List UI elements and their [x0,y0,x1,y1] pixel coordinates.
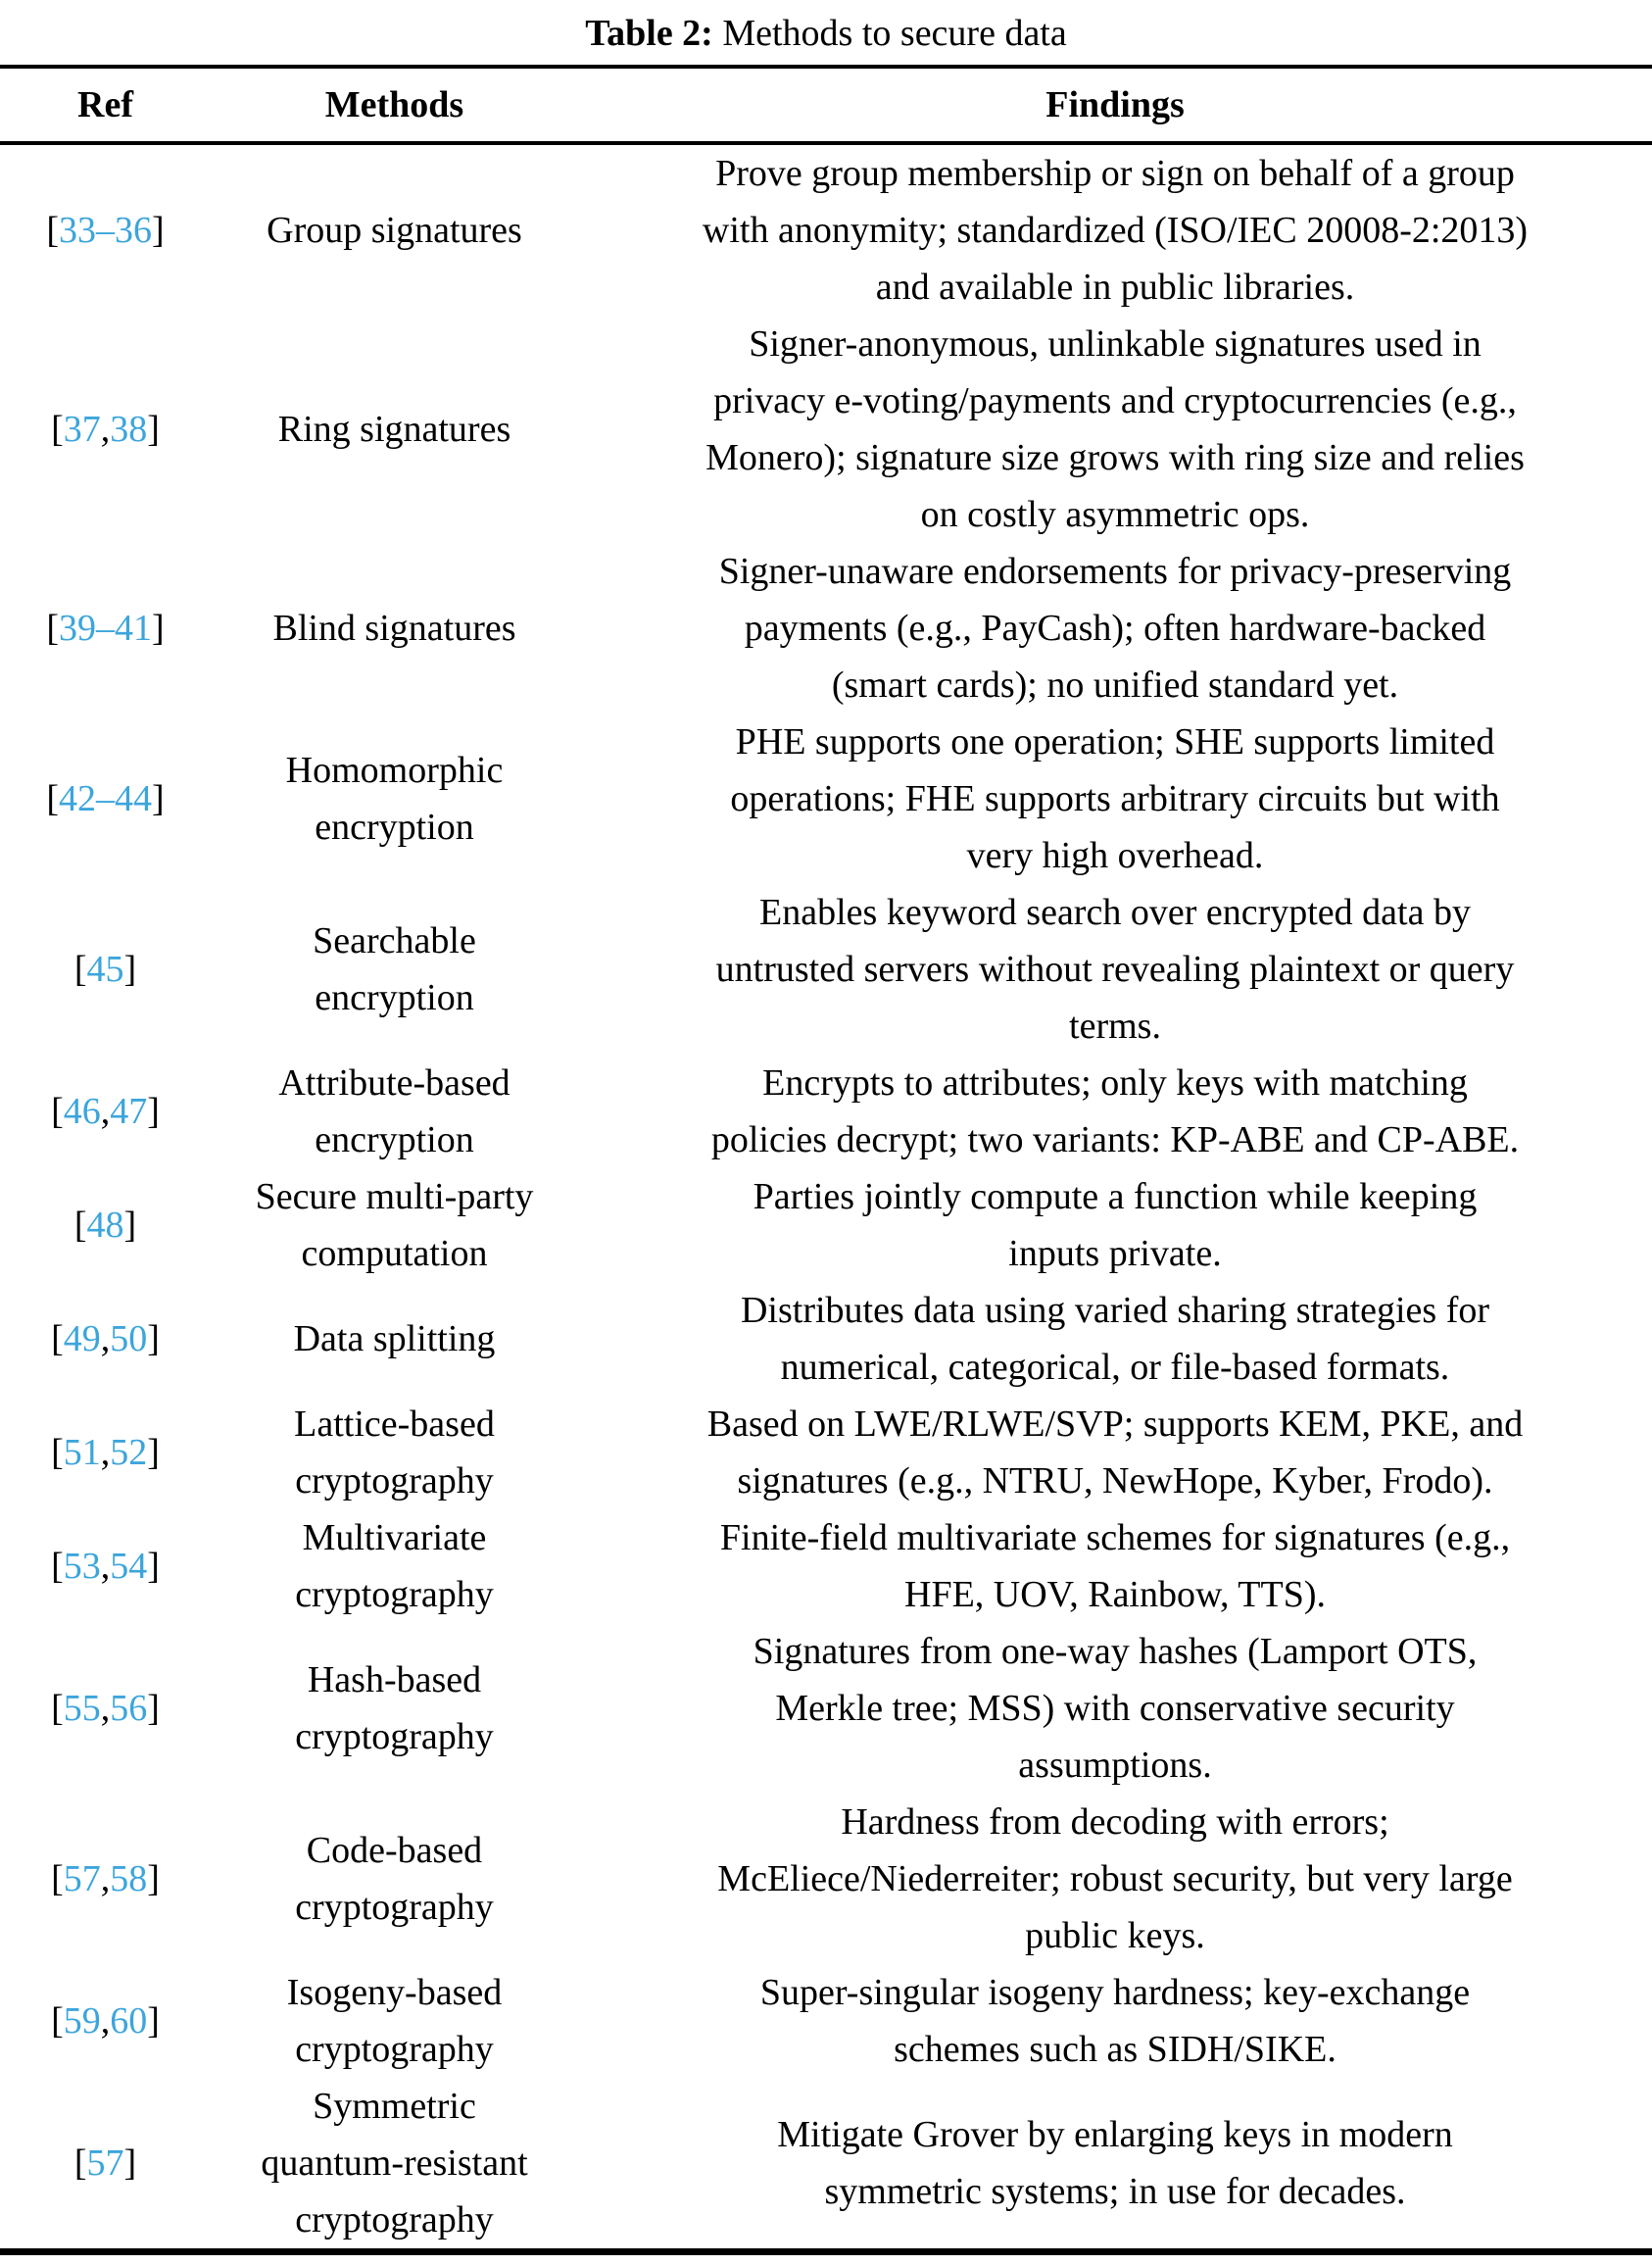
header-findings: Findings [1045,84,1185,125]
table-caption [0,6,1652,61]
finding-line: (smart cards); no unified standard yet. [831,665,1399,706]
citation-link[interactable] [46,210,164,251]
bracket-close: ] [152,210,165,251]
method-line: Searchable [313,920,476,961]
table-header-row [0,69,1652,145]
bracket-close: ] [147,1318,160,1359]
citation-link[interactable] [51,2000,160,2042]
finding-line: very high overhead. [966,835,1264,876]
finding-line: untrusted servers without revealing plaintext or query [715,949,1515,990]
findings-cell [578,1055,1652,1168]
methods-table [0,65,1652,2255]
method-cell [211,1396,578,1509]
findings-cell [578,316,1652,543]
method-cell [211,1509,578,1623]
bracket-open: [ [51,1091,64,1132]
bracket-open: [ [46,608,59,649]
citation-number: 56 [110,1688,148,1729]
findings-cell [578,1509,1652,1623]
findings-cell [578,145,1652,316]
method-cell [211,1055,578,1168]
citation-number: 33–36 [59,210,152,251]
citation-number: 48 [86,1205,124,1246]
finding-line: Prove group membership or sign on behalf of a group [715,153,1515,194]
bracket-open: [ [51,1432,64,1473]
method-line: Group signatures [267,210,522,251]
citation-number: 42–44 [59,778,152,819]
citation-number: 39–41 [59,608,152,649]
findings-cell [578,1794,1652,1964]
citation-separator: , [100,1318,111,1359]
method-line: Homomorphic [285,750,504,791]
finding-line: symmetric systems; in use for decades. [824,2171,1406,2212]
finding-line: McEliece/Niederreiter; robust security, but very large [717,1858,1513,1899]
method-cell [211,600,578,657]
bracket-open: [ [51,1858,64,1899]
method-line: cryptography [295,1716,494,1757]
method-line: Multivariate [302,1517,487,1558]
finding-line: payments (e.g., PayCash); often hardware-backed [744,608,1486,649]
finding-line: Signer-anonymous, unlinkable signatures used in [749,323,1482,365]
table-row [0,714,1652,884]
table-row [0,543,1652,714]
method-cell [211,2078,578,2248]
citation-number: 45 [86,949,124,990]
method-line: Blind signatures [272,608,516,649]
bracket-open: [ [51,1546,64,1587]
citation-link[interactable] [46,778,164,819]
finding-line: signatures (e.g., NTRU, NewHope, Kyber, Frodo). [737,1460,1493,1502]
finding-line: terms. [1069,1006,1161,1047]
citation-link[interactable] [51,1546,160,1587]
ref-cell [0,202,211,259]
findings-cell [578,543,1652,714]
table-row [0,316,1652,543]
table-row [0,1794,1652,1964]
citation-link[interactable] [51,1318,160,1359]
bracket-open: [ [51,409,64,450]
findings-cell [578,1168,1652,1282]
finding-line: with anonymity; standardized (ISO/IEC 20008-2:2013) [702,210,1529,251]
ref-cell [0,1083,211,1140]
bracket-close: ] [147,1432,160,1473]
method-line: cryptography [295,2199,494,2240]
finding-line: Parties jointly compute a function while keeping [753,1176,1478,1217]
finding-line: and available in public libraries. [875,267,1355,308]
method-line: Attribute-based [278,1062,510,1104]
citation-number: 46 [63,1091,101,1132]
method-line: cryptography [295,1460,494,1502]
finding-line: Super-singular isogeny hardness; key-exchange [759,1972,1471,2013]
citation-separator: , [100,1546,111,1587]
ref-cell [0,770,211,827]
method-cell [211,202,578,259]
finding-line: Signer-unaware endorsements for privacy-preserving [718,551,1512,592]
method-cell [211,912,578,1026]
finding-line: Finite-field multivariate schemes for signatures (e.g., [719,1517,1511,1558]
bracket-close: ] [147,1688,160,1729]
table-row [0,1509,1652,1623]
method-line: Ring signatures [277,409,511,450]
method-line: quantum-resistant [261,2142,528,2184]
bracket-open: [ [73,2142,87,2184]
ref-cell [0,1538,211,1595]
table-row [0,2078,1652,2248]
table-caption-label: Table 2: [585,13,713,54]
citation-number: 47 [110,1091,148,1132]
bracket-close: ] [147,2000,160,2042]
citation-separator: , [100,1091,111,1132]
method-line: Lattice-based [294,1403,495,1445]
citation-link[interactable] [51,1688,160,1729]
citation-number: 57 [86,2142,124,2184]
citation-link[interactable] [74,2142,136,2184]
table-row [0,145,1652,316]
method-cell [211,1310,578,1367]
finding-line: PHE supports one operation; SHE supports limited [735,721,1495,763]
citation-separator: , [100,409,111,450]
bracket-close: ] [147,409,160,450]
finding-line: Monero); signature size grows with ring size and relies [705,437,1525,478]
bracket-open: [ [51,1688,64,1729]
findings-cell [578,714,1652,884]
table-row [0,1282,1652,1396]
method-line: encryption [315,977,474,1018]
citation-separator: , [100,1432,111,1473]
citation-link[interactable] [74,1205,136,1246]
bracket-close: ] [152,778,165,819]
method-line: Data splitting [293,1318,496,1359]
bracket-open: [ [73,949,87,990]
finding-line: Signatures from one-way hashes (Lamport OTS, [753,1631,1478,1672]
ref-cell [0,1680,211,1737]
finding-line: privacy e-voting/payments and cryptocurrencies (e.g., [713,380,1517,421]
findings-cell [578,1623,1652,1794]
header-ref: Ref [77,84,133,125]
citation-number: 38 [110,409,148,450]
method-line: cryptography [295,2029,494,2070]
method-cell [211,1822,578,1936]
bracket-close: ] [123,949,137,990]
finding-line: operations; FHE supports arbitrary circuits but with [730,778,1500,819]
citation-separator: , [100,1688,111,1729]
ref-cell [0,1993,211,2049]
finding-line: Based on LWE/RLWE/SVP; supports KEM, PKE, and [706,1403,1524,1445]
ref-cell [0,1424,211,1481]
finding-line: Encrypts to attributes; only keys with matching [762,1062,1468,1104]
header-methods: Methods [324,84,464,125]
citation-number: 60 [110,2000,148,2042]
bracket-open: [ [51,2000,64,2042]
citation-number: 57 [63,1858,101,1899]
citation-separator: , [100,1858,111,1899]
finding-line: Merkle tree; MSS) with conservative security [775,1688,1455,1729]
findings-cell [578,2106,1652,2220]
bracket-close: ] [147,1546,160,1587]
citation-number: 52 [110,1432,148,1473]
citation-link[interactable] [51,1432,160,1473]
method-line: encryption [315,807,474,848]
bracket-close: ] [147,1858,160,1899]
citation-number: 55 [63,1688,101,1729]
citation-number: 59 [63,2000,101,2042]
table-row [0,1964,1652,2078]
citation-separator: , [100,2000,111,2042]
finding-line: numerical, categorical, or file-based formats. [780,1347,1450,1388]
bracket-close: ] [123,2142,137,2184]
bracket-open: [ [51,1318,64,1359]
citation-number: 53 [63,1546,101,1587]
bracket-open: [ [46,210,59,251]
method-cell [211,1168,578,1282]
method-line: Code-based [306,1830,483,1871]
ref-cell [0,1197,211,1254]
finding-line: Hardness from decoding with errors; [841,1801,1389,1843]
finding-line: Mitigate Grover by enlarging keys in modern [777,2114,1453,2155]
finding-line: public keys. [1025,1915,1205,1956]
ref-cell [0,1850,211,1907]
table-caption-text: Methods to secure data [712,13,1067,54]
findings-cell [578,884,1652,1055]
ref-cell [0,401,211,458]
method-line: cryptography [295,1887,494,1928]
method-line: Secure multi-party [255,1176,534,1217]
ref-cell [0,941,211,998]
bracket-open: [ [73,1205,87,1246]
finding-line: on costly asymmetric ops. [920,494,1310,535]
citation-number: 51 [63,1432,101,1473]
bracket-open: [ [46,778,59,819]
method-cell [211,742,578,856]
citation-number: 50 [110,1318,148,1359]
ref-cell [0,2135,211,2191]
finding-line: assumptions. [1018,1745,1212,1786]
citation-link[interactable] [51,409,160,450]
method-line: Hash-based [307,1659,482,1700]
finding-line: Enables keyword search over encrypted data by [759,892,1471,933]
method-line: encryption [315,1119,474,1160]
bracket-close: ] [152,608,165,649]
findings-cell [578,1396,1652,1509]
citation-number: 37 [63,409,101,450]
table-row [0,1168,1652,1282]
citation-number: 49 [63,1318,101,1359]
ref-cell [0,600,211,657]
method-line: Symmetric [313,2086,476,2127]
table-row [0,1055,1652,1168]
citation-link[interactable] [51,1858,160,1899]
citation-number: 58 [110,1858,148,1899]
citation-link[interactable] [51,1091,160,1132]
finding-line: schemes such as SIDH/SIKE. [894,2029,1336,2070]
table-body [0,145,1652,2248]
table-row [0,1623,1652,1794]
method-line: cryptography [295,1574,494,1615]
method-cell [211,1651,578,1765]
table-row [0,884,1652,1055]
citation-number: 54 [110,1546,148,1587]
method-line: computation [301,1233,488,1274]
table-row [0,1396,1652,1509]
finding-line: policies decrypt; two variants: KP-ABE and CP-ABE. [710,1119,1520,1160]
method-line: Isogeny-based [286,1972,503,2013]
bracket-close: ] [123,1205,137,1246]
findings-cell [578,1282,1652,1396]
method-cell [211,1964,578,2078]
ref-cell [0,1310,211,1367]
finding-line: HFE, UOV, Rainbow, TTS). [904,1574,1326,1615]
citation-link[interactable] [74,949,136,990]
finding-line: inputs private. [1008,1233,1222,1274]
citation-link[interactable] [46,608,164,649]
method-cell [211,401,578,458]
bracket-close: ] [147,1091,160,1132]
finding-line: Distributes data using varied sharing strategies for [740,1290,1490,1331]
findings-cell [578,1964,1652,2078]
